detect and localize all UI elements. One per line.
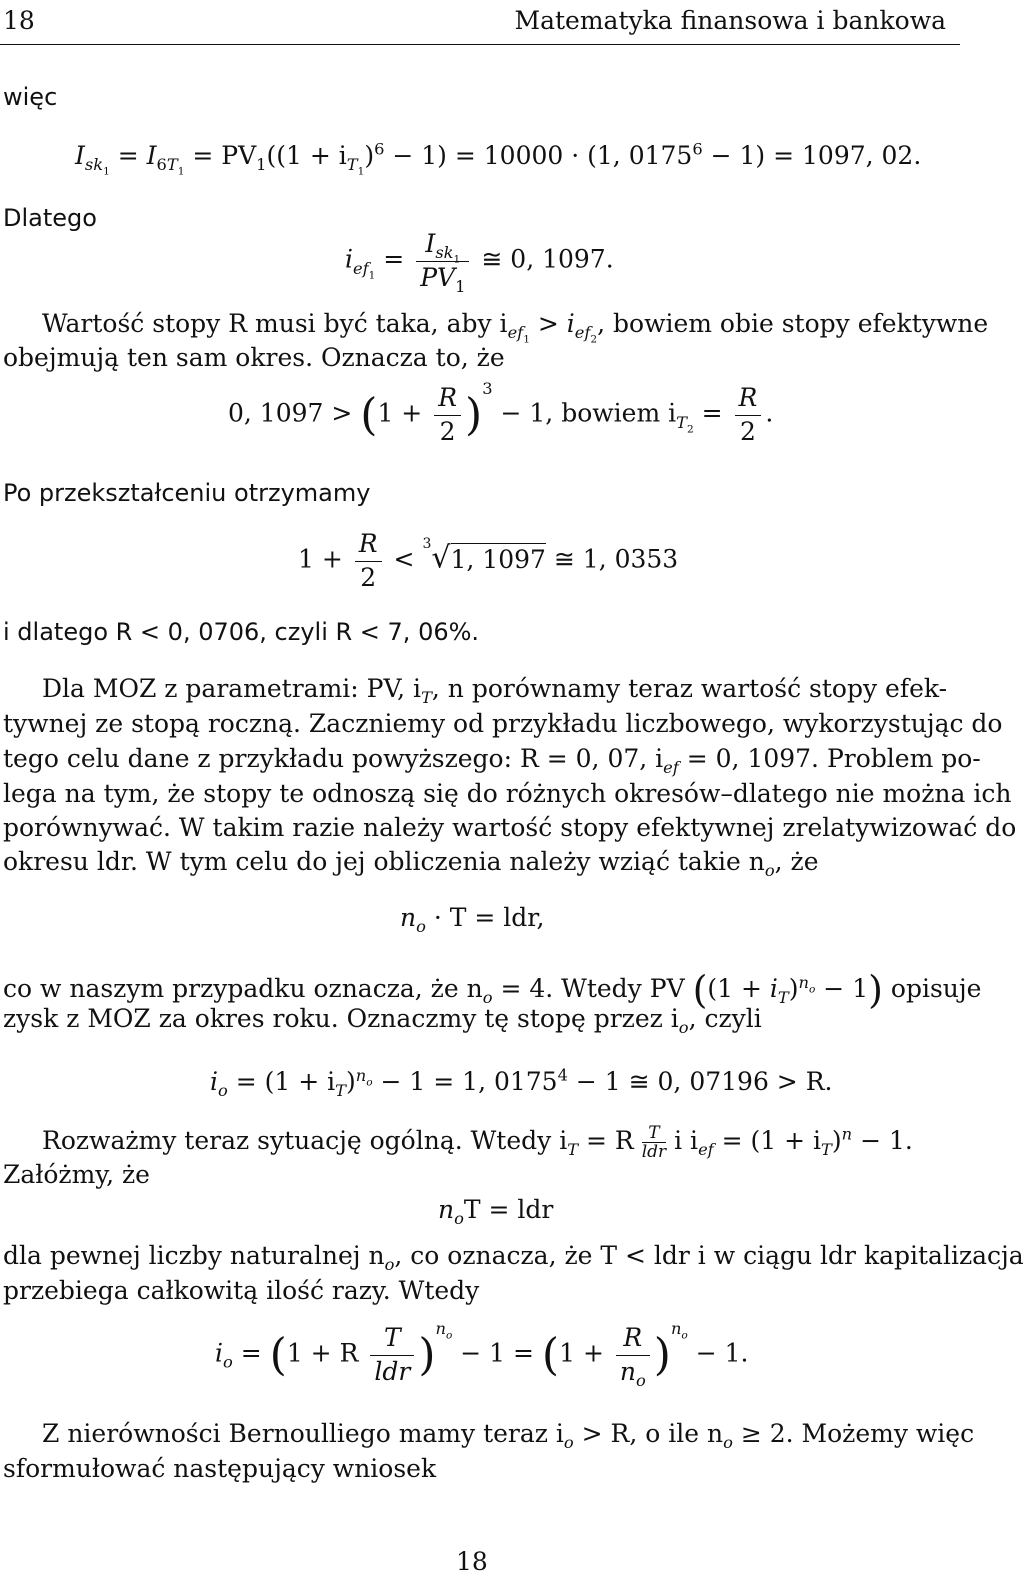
header-title: Matematyka finansowa i bankowa [514, 6, 946, 35]
paragraph-2-line-5: porównywać. W takim razie należy wartość stopy efektywnej zrelatywizować do [3, 813, 1017, 842]
equation-cube-root: 1 + $\frac{R}{2}$ < $^3$√1, 1097 ≅ 1, 0353 [298, 529, 679, 592]
paragraph-2-line-1: Dla MOZ z parametrami: PV, $i_T$, n porównamy teraz wartość stopy efek- [42, 674, 948, 707]
paragraph-2-line-6: okresu ldr. W tym celu do jej obliczenia należy wziąć takie $n_o$, że [3, 847, 819, 880]
paragraph-1-line-1: Wartość stopy R musi być taka, aby $i_{ef_1} > i_{ef_2}$, bowiem obie stopy efektywne [42, 309, 989, 346]
paragraph-2-line-4: lega na tym, że stopy te odnoszą się do różnych okresów–dlatego nie można ich [3, 779, 1012, 808]
equation-io-numeric: $i_o = (1 + i_T)^{n_o} - 1 = 1$, $0175^4 - 1$ ≅ 0, 07196 > R. [210, 1065, 833, 1100]
equation-isk1: $I_{sk_1} = I_{6T_1} = PV_1((1 + i_{T_1})^6 - 1) = 10000 \cdot (1$, $0175^6 - 1) = 1097$, 02. [75, 139, 922, 178]
paragraph-5-line-2: przebiega całkowitą ilość razy. Wtedy [3, 1276, 480, 1305]
paragraph-6-line-2: sformułować następujący wniosek [3, 1454, 437, 1483]
equation-inequality-3: 0, 1097 > (1 + $\frac{R}{2}$ )$^3$ − 1, bowiem $i_{T_2}$ = $\frac{R}{2}$ . [228, 379, 774, 446]
paragraph-3-line-1: co w naszym przypadku oznacza, że $n_o = 4$. Wtedy PV $((1 + i_T)^{n_o} - 1)$ opisuje [3, 968, 982, 1012]
paragraph-6-line-1: Z nierówności Bernoulliego mamy teraz $i_o > R$, o ile $n_o \ge 2$. Możemy więc [42, 1419, 975, 1452]
text-po-przeksztalceniu: Po przekształceniu otrzymamy [3, 479, 371, 507]
paragraph-4-line-1: Rozważmy teraz sytuację ogólną. Wtedy $i_T = R$ $\frac{T}{\text{ldr}}$ i $i_{ef} = (1 + i_T)^n - 1$. [42, 1123, 913, 1162]
paragraph-1-line-2: obejmują ten sam okres. Oznacza to, że [3, 343, 505, 372]
paragraph-5-line-1: dla pewnej liczby naturalnej $n_o$, co oznacza, że T < ldr i w ciągu ldr kapitalizacja [3, 1241, 1024, 1274]
equation-no-t-ldr: $n_o \cdot T$ = ldr, [400, 903, 545, 936]
equation-noT-ldr: $n_oT$ = ldr [438, 1195, 554, 1228]
paragraph-3-line-2: zysk z MOZ za okres roku. Oznaczmy tę stopę przez $i_o$, czyli [3, 1004, 762, 1037]
equation-io-general: $i_o = (1 + R$ $\frac{T}{\text{ldr}}$ )$^{n_o}$ − 1 = (1 + $\frac{R}{n_o}$ )$^{n_o}$ − 1. [215, 1319, 749, 1390]
text-i-dlatego: i dlatego R < 0, 0706, czyli R < 7, 06%. [3, 618, 480, 646]
paragraph-2-line-3: tego celu dane z przykładu powyższego: R = 0, 07, $i_{ef} = 0$, 1097. Problem po- [3, 744, 981, 777]
text-wiec: więc [3, 83, 58, 111]
text-dlatego: Dlatego [3, 204, 97, 232]
paragraph-2-line-2: tywnej ze stopą roczną. Zaczniemy od przykładu liczbowego, wykorzystując do [3, 709, 1003, 738]
header-rule [0, 44, 960, 45]
header-page-number: 18 [3, 6, 35, 35]
paragraph-4-line-2: Załóżmy, że [3, 1160, 150, 1189]
footer-page-number: 18 [456, 1547, 488, 1576]
equation-ief1: $i_{ef_1}$ = $\frac{I_{sk_1}}{PV_1}$ ≅ 0, 1097. [345, 229, 614, 296]
